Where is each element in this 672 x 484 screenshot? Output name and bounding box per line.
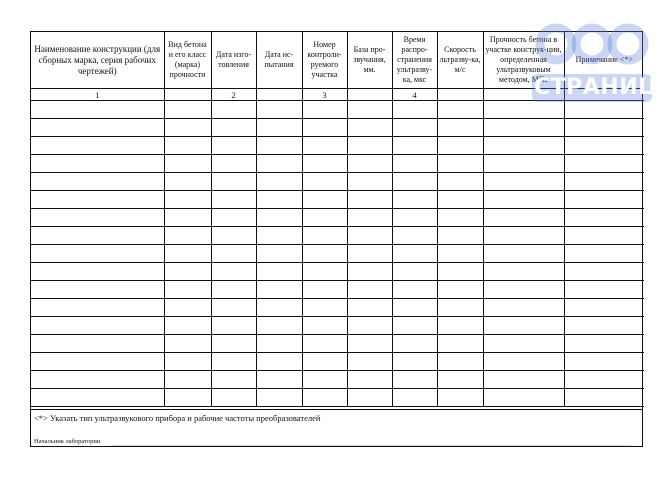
table-cell[interactable] <box>211 227 256 245</box>
table-cell[interactable] <box>302 209 347 227</box>
table-cell[interactable] <box>347 155 392 173</box>
table-cell[interactable] <box>437 263 483 281</box>
table-cell[interactable] <box>164 335 211 353</box>
table-cell[interactable] <box>564 101 644 119</box>
header-concrete-strength: Прочность бетона в участке конструк-ции, определенная ультразвуковым методом, МПа <box>483 32 564 89</box>
table-cell[interactable] <box>483 371 564 389</box>
table-cell[interactable] <box>256 101 302 119</box>
table-cell[interactable] <box>211 155 256 173</box>
table-cell[interactable] <box>392 335 437 353</box>
table-cell[interactable] <box>164 101 211 119</box>
table-cell[interactable] <box>437 191 483 209</box>
header-section-number: Номер контроли-руемого участка <box>302 32 347 89</box>
table-cell[interactable] <box>302 173 347 191</box>
table-cell[interactable] <box>31 137 164 155</box>
table-cell[interactable] <box>211 353 256 371</box>
table-row <box>31 263 644 281</box>
table-row <box>31 389 644 407</box>
table-cell[interactable] <box>164 317 211 335</box>
table-cell[interactable] <box>31 119 164 137</box>
table-cell[interactable] <box>437 317 483 335</box>
table-row <box>31 299 644 317</box>
table-cell[interactable] <box>392 137 437 155</box>
table-cell[interactable] <box>392 299 437 317</box>
table-cell[interactable] <box>302 335 347 353</box>
footnote: <*> Указать тип ультразвукового прибора и рабочие частоты преобразователей <box>34 413 321 423</box>
table-cell[interactable] <box>483 209 564 227</box>
table-cell[interactable] <box>347 173 392 191</box>
table-cell[interactable] <box>483 245 564 263</box>
table-cell[interactable] <box>211 101 256 119</box>
column-number: 3 <box>302 89 347 101</box>
column-number <box>483 89 564 101</box>
table-cell[interactable] <box>347 119 392 137</box>
table-cell[interactable] <box>211 263 256 281</box>
table-cell[interactable] <box>564 263 644 281</box>
header-test-date: Дата ис-пытания <box>256 32 302 89</box>
table-cell[interactable] <box>211 371 256 389</box>
table-cell[interactable] <box>31 209 164 227</box>
table-cell[interactable] <box>256 263 302 281</box>
table-cell[interactable] <box>164 245 211 263</box>
header-manufacture-date: Дата изго-товления <box>211 32 256 89</box>
column-number: 2 <box>211 89 256 101</box>
table-cell[interactable] <box>31 317 164 335</box>
table-cell[interactable] <box>564 173 644 191</box>
table-cell[interactable] <box>347 389 392 407</box>
table-cell[interactable] <box>564 119 644 137</box>
table-row <box>31 101 644 119</box>
table-cell[interactable] <box>483 101 564 119</box>
table-cell[interactable] <box>164 299 211 317</box>
table-cell[interactable] <box>256 245 302 263</box>
table-cell[interactable] <box>211 317 256 335</box>
table-cell[interactable] <box>392 389 437 407</box>
table-cell[interactable] <box>256 137 302 155</box>
table-cell[interactable] <box>256 227 302 245</box>
table-cell[interactable] <box>164 281 211 299</box>
table-row <box>31 191 644 209</box>
table-cell[interactable] <box>164 209 211 227</box>
signature-label: Начальник лаборатории <box>34 438 101 445</box>
table-cell[interactable] <box>564 137 644 155</box>
table-cell[interactable] <box>437 335 483 353</box>
table-cell[interactable] <box>564 227 644 245</box>
journal-footer <box>31 409 642 448</box>
table-cell[interactable] <box>437 155 483 173</box>
column-number <box>564 89 644 101</box>
table-cell[interactable] <box>164 155 211 173</box>
header-ultrasound-speed: Скорость льтразву-ка, м/с <box>437 32 483 89</box>
table-cell[interactable] <box>256 353 302 371</box>
table-cell[interactable] <box>392 371 437 389</box>
table-cell[interactable] <box>211 119 256 137</box>
table-cell[interactable] <box>437 137 483 155</box>
header-remark: Примечание <*> <box>564 32 644 89</box>
table-cell[interactable] <box>256 335 302 353</box>
column-number <box>164 89 211 101</box>
table-cell[interactable] <box>211 137 256 155</box>
table-cell[interactable] <box>483 299 564 317</box>
table-cell[interactable] <box>483 317 564 335</box>
table-cell[interactable] <box>31 371 164 389</box>
table-cell[interactable] <box>483 335 564 353</box>
table-cell[interactable] <box>302 119 347 137</box>
table-row <box>31 371 644 389</box>
table-cell[interactable] <box>31 335 164 353</box>
table-cell[interactable] <box>256 209 302 227</box>
table-cell[interactable] <box>302 101 347 119</box>
table-cell[interactable] <box>164 263 211 281</box>
table-cell[interactable] <box>392 245 437 263</box>
table-cell[interactable] <box>31 389 164 407</box>
table-cell[interactable] <box>347 191 392 209</box>
table-cell[interactable] <box>483 173 564 191</box>
table-cell[interactable] <box>564 209 644 227</box>
table-row <box>31 119 644 137</box>
table-cell[interactable] <box>347 245 392 263</box>
column-number: 1 <box>31 89 164 101</box>
table-cell[interactable] <box>31 191 164 209</box>
journal-table <box>31 32 644 407</box>
table-cell[interactable] <box>164 371 211 389</box>
table-cell[interactable] <box>164 137 211 155</box>
table-cell[interactable] <box>302 263 347 281</box>
table-cell[interactable] <box>347 317 392 335</box>
table-cell[interactable] <box>256 389 302 407</box>
table-cell[interactable] <box>302 353 347 371</box>
table-cell[interactable] <box>392 281 437 299</box>
table-cell[interactable] <box>392 101 437 119</box>
header-structure-name: Наименование конструкции (для сборных марка, серия рабочих чертежей) <box>31 32 164 89</box>
table-cell[interactable] <box>564 155 644 173</box>
table-cell[interactable] <box>211 299 256 317</box>
table-cell[interactable] <box>437 209 483 227</box>
table-cell[interactable] <box>302 317 347 335</box>
table-row <box>31 353 644 371</box>
table-cell[interactable] <box>437 353 483 371</box>
table-row <box>31 209 644 227</box>
table-cell[interactable] <box>164 119 211 137</box>
table-cell[interactable] <box>564 281 644 299</box>
table-cell[interactable] <box>164 353 211 371</box>
table-cell[interactable] <box>564 353 644 371</box>
table-cell[interactable] <box>31 173 164 191</box>
header-concrete-class: Вид бетона и его класс (марка) прочности <box>164 32 211 89</box>
table-cell[interactable] <box>437 245 483 263</box>
column-number <box>347 89 392 101</box>
table-cell[interactable] <box>392 263 437 281</box>
table-cell[interactable] <box>347 371 392 389</box>
table-cell[interactable] <box>483 389 564 407</box>
table-cell[interactable] <box>256 371 302 389</box>
table-cell[interactable] <box>164 389 211 407</box>
table-cell[interactable] <box>437 173 483 191</box>
table-cell[interactable] <box>31 281 164 299</box>
table-row <box>31 245 644 263</box>
table-row <box>31 155 644 173</box>
table-cell[interactable] <box>392 173 437 191</box>
table-cell[interactable] <box>302 245 347 263</box>
table-cell[interactable] <box>483 353 564 371</box>
table-cell[interactable] <box>211 245 256 263</box>
journal-sheet <box>30 31 643 447</box>
table-cell[interactable] <box>256 281 302 299</box>
table-cell[interactable] <box>31 299 164 317</box>
table-cell[interactable] <box>211 389 256 407</box>
table-cell[interactable] <box>347 209 392 227</box>
table-row <box>31 137 644 155</box>
table-cell[interactable] <box>256 191 302 209</box>
table-cell[interactable] <box>211 173 256 191</box>
table-cell[interactable] <box>347 227 392 245</box>
table-cell[interactable] <box>164 173 211 191</box>
table-cell[interactable] <box>211 281 256 299</box>
table-cell[interactable] <box>347 335 392 353</box>
table-cell[interactable] <box>564 389 644 407</box>
header-propagation-time: Время распро-странения ультразву-ка, мкс <box>392 32 437 89</box>
table-cell[interactable] <box>483 263 564 281</box>
table-cell[interactable] <box>256 317 302 335</box>
table-cell[interactable] <box>564 245 644 263</box>
column-number: 4 <box>392 89 437 101</box>
table-cell[interactable] <box>256 173 302 191</box>
table-cell[interactable] <box>564 317 644 335</box>
table-cell[interactable] <box>302 389 347 407</box>
table-cell[interactable] <box>392 353 437 371</box>
table-cell[interactable] <box>437 299 483 317</box>
table-cell[interactable] <box>302 227 347 245</box>
table-cell[interactable] <box>483 191 564 209</box>
table-cell[interactable] <box>437 281 483 299</box>
table-cell[interactable] <box>302 137 347 155</box>
table-cell[interactable] <box>483 155 564 173</box>
table-cell[interactable] <box>211 209 256 227</box>
table-cell[interactable] <box>437 371 483 389</box>
table-cell[interactable] <box>392 209 437 227</box>
table-cell[interactable] <box>347 299 392 317</box>
table-row <box>31 227 644 245</box>
table-cell[interactable] <box>31 227 164 245</box>
table-cell[interactable] <box>564 371 644 389</box>
table-cell[interactable] <box>437 389 483 407</box>
header-row <box>31 32 644 89</box>
table-row <box>31 281 644 299</box>
table-cell[interactable] <box>302 281 347 299</box>
table-cell[interactable] <box>392 119 437 137</box>
table-cell[interactable] <box>347 101 392 119</box>
table-cell[interactable] <box>347 263 392 281</box>
table-cell[interactable] <box>31 155 164 173</box>
table-cell[interactable] <box>31 101 164 119</box>
table-row <box>31 335 644 353</box>
table-cell[interactable] <box>437 101 483 119</box>
table-cell[interactable] <box>392 191 437 209</box>
table-cell[interactable] <box>347 281 392 299</box>
table-row <box>31 317 644 335</box>
table-row <box>31 173 644 191</box>
table-cell[interactable] <box>256 299 302 317</box>
table-cell[interactable] <box>31 245 164 263</box>
table-cell[interactable] <box>211 191 256 209</box>
column-number-row <box>31 89 644 101</box>
table-cell[interactable] <box>164 227 211 245</box>
watermark-text: СТРАНИЦ <box>534 75 660 100</box>
table-cell[interactable] <box>31 353 164 371</box>
table-cell[interactable] <box>392 155 437 173</box>
table-cell[interactable] <box>564 191 644 209</box>
table-cell[interactable] <box>483 227 564 245</box>
table-cell[interactable] <box>347 137 392 155</box>
header-sounding-base: База про-звучания, мм. <box>347 32 392 89</box>
table-cell[interactable] <box>392 317 437 335</box>
table-cell[interactable] <box>437 227 483 245</box>
table-cell[interactable] <box>564 335 644 353</box>
table-cell[interactable] <box>256 155 302 173</box>
table-cell[interactable] <box>31 263 164 281</box>
table-cell[interactable] <box>564 299 644 317</box>
column-number <box>256 89 302 101</box>
table-cell[interactable] <box>211 335 256 353</box>
table-cell[interactable] <box>302 191 347 209</box>
column-number <box>437 89 483 101</box>
table-cell[interactable] <box>302 155 347 173</box>
signature-line <box>111 445 631 446</box>
table-cell[interactable] <box>483 137 564 155</box>
table-cell[interactable] <box>164 191 211 209</box>
table-cell[interactable] <box>302 299 347 317</box>
table-cell[interactable] <box>347 353 392 371</box>
table-cell[interactable] <box>302 371 347 389</box>
table-cell[interactable] <box>437 119 483 137</box>
table-cell[interactable] <box>483 281 564 299</box>
table-cell[interactable] <box>256 119 302 137</box>
table-cell[interactable] <box>392 227 437 245</box>
table-cell[interactable] <box>483 119 564 137</box>
